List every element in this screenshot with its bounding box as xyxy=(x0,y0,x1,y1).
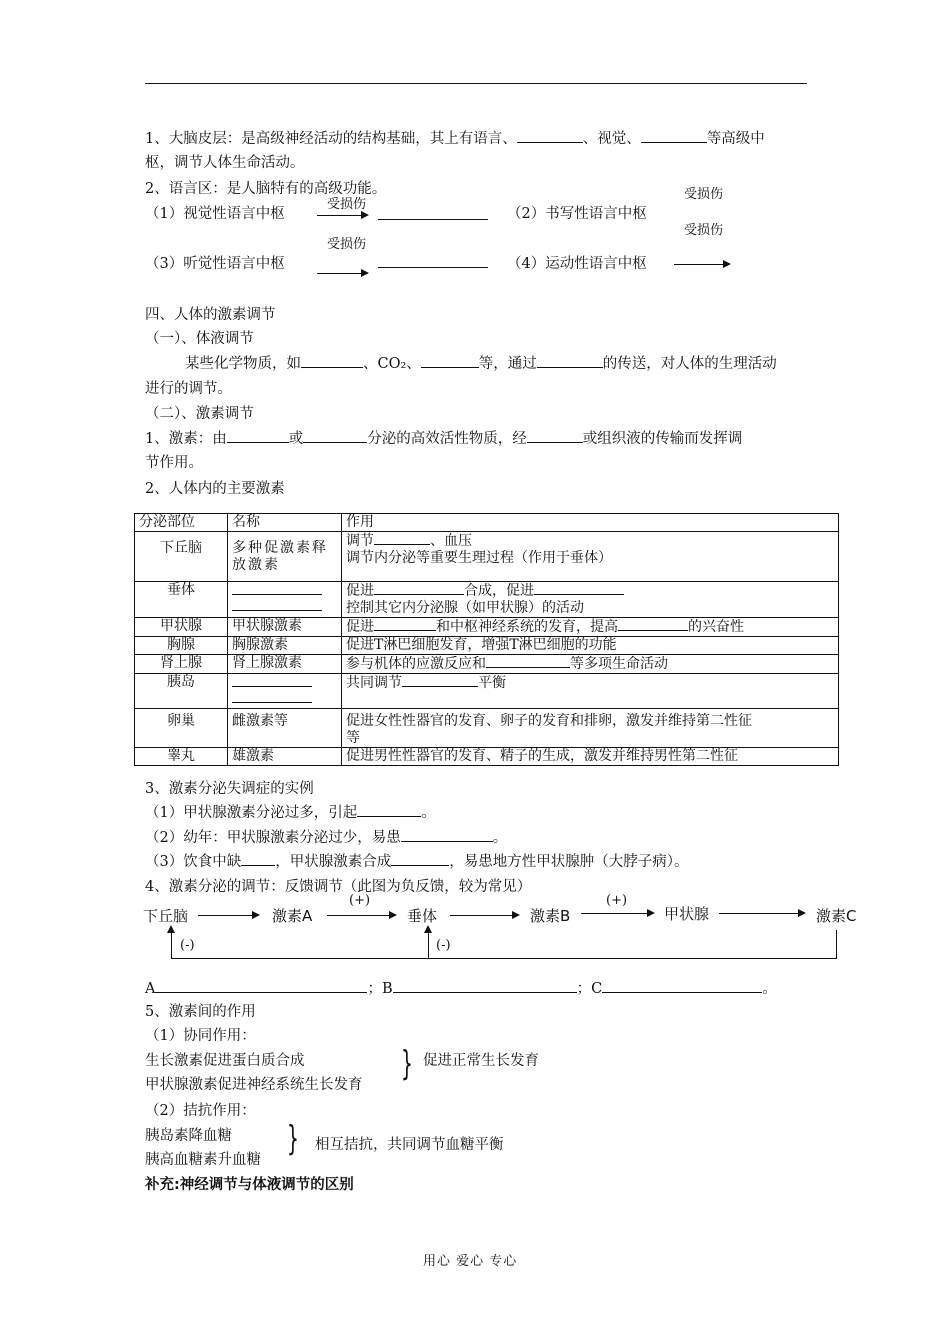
disorder-examples-title: 3、激素分泌失调症的实例 xyxy=(145,781,314,797)
blank[interactable] xyxy=(641,130,707,143)
brace-icon: } xyxy=(287,1119,299,1159)
negative-label: (-) xyxy=(436,938,451,953)
antagonism-title: （2）拮抗作用： xyxy=(145,1103,256,1119)
blank[interactable] xyxy=(232,674,312,687)
positive-label: (+) xyxy=(349,893,371,908)
feedback-answers: A ；B ；C 。 xyxy=(145,981,777,997)
humoral-paragraph: 某些化学物质，如 、CO₂、 等，通过 的传送，对人体的生理活动 xyxy=(185,356,777,372)
blank[interactable] xyxy=(232,690,312,703)
blank[interactable] xyxy=(232,598,322,611)
disorder-line-2: （2）幼年：甲状腺激素分泌过少，易患 。 xyxy=(145,830,508,846)
arrow-icon xyxy=(317,273,367,274)
motor-language-center: （4）运动性语言中枢 xyxy=(507,256,647,272)
blank[interactable] xyxy=(618,618,688,631)
blank[interactable] xyxy=(421,355,479,368)
visual-language-center: （1）视觉性语言中枢 xyxy=(145,206,285,222)
node-hypothalamus: 下丘脑 xyxy=(143,907,189,925)
feedback-line xyxy=(171,958,837,959)
cortex-line-1: 1、大脑皮层：是高级神经活动的结构基础，其上有语言、 、视觉、 等高级中 xyxy=(145,131,765,147)
brace-icon: } xyxy=(401,1044,413,1084)
blank[interactable] xyxy=(303,430,367,443)
synergy-item: 生长激素促进蛋白质合成 xyxy=(145,1053,305,1069)
table-row: 胸腺 胸腺激素 促进T淋巴细胞发育，增强T淋巴细胞的功能 xyxy=(135,637,839,655)
table-header: 名称 xyxy=(228,514,342,532)
node-thyroid: 甲状腺 xyxy=(664,905,710,923)
blank[interactable] xyxy=(241,853,275,866)
arrow-icon xyxy=(317,215,367,216)
disorder-line-3: （3）饮食中缺 ，甲状腺激素合成 ，易患地方性甲状腺肿（大脖子病）。 xyxy=(145,854,689,870)
disorder-line-1: （1）甲状腺激素分泌过多，引起 。 xyxy=(145,805,436,821)
node-hormone-a: 激素A xyxy=(272,907,313,925)
blank[interactable] xyxy=(155,980,367,993)
hormone-table xyxy=(134,513,839,766)
hormone-definition-end: 节作用。 xyxy=(145,455,203,471)
blank[interactable] xyxy=(374,618,436,631)
table-row: 胰岛 共同调节 平衡 xyxy=(135,674,839,709)
hormone-definition: 1、激素：由 或 分泌的高效活性物质，经 或组织液的传输而发挥调 xyxy=(145,431,743,447)
humoral-paragraph-end: 进行的调节。 xyxy=(145,381,232,397)
blank[interactable] xyxy=(301,355,363,368)
blank[interactable] xyxy=(517,130,583,143)
arrow-icon xyxy=(719,913,804,914)
damaged-label: 受损伤 xyxy=(684,223,724,238)
blank[interactable] xyxy=(401,829,493,842)
interaction-title: 5、激素间的作用 xyxy=(145,1004,256,1020)
antagonism-item: 胰高血糖素升血糖 xyxy=(145,1152,261,1168)
positive-label: (+) xyxy=(606,893,628,908)
antagonism-item: 胰岛素降血糖 xyxy=(145,1128,232,1144)
subsection-humoral: （一）、体液调节 xyxy=(145,331,254,347)
node-hormone-c: 激素C xyxy=(816,907,857,925)
node-pituitary: 垂体 xyxy=(407,907,438,925)
blank[interactable] xyxy=(537,355,603,368)
table-row: 甲状腺 甲状腺激素 促进 和中枢神经系统的发育，提高 的兴奋性 xyxy=(135,618,839,637)
blank[interactable] xyxy=(374,532,430,545)
blank[interactable] xyxy=(534,582,624,595)
answer-blank[interactable] xyxy=(378,219,488,220)
blank[interactable] xyxy=(602,980,762,993)
synergy-title: （1）协同作用： xyxy=(145,1028,256,1044)
subsection-hormone: （二）、激素调节 xyxy=(145,406,254,422)
damaged-label: 受损伤 xyxy=(684,187,724,202)
table-row: 肾上腺 肾上腺激素 参与机体的应激反应和 等多项生命活动 xyxy=(135,655,839,674)
writing-language-center: （2）书写性语言中枢 xyxy=(507,206,647,222)
section-title-hormone: 四、人体的激素调节 xyxy=(145,307,276,323)
feedback-title: 4、激素分泌的调节：反馈调节（此图为负反馈，较为常见） xyxy=(145,879,532,895)
damaged-label: 受损伤 xyxy=(327,197,367,212)
answer-blank[interactable] xyxy=(378,267,488,268)
blank[interactable] xyxy=(527,430,583,443)
blank[interactable] xyxy=(232,582,322,595)
table-row: 卵巢 雌激素等 促进女性性器官的发育、卵子的发育和排卵，激发并维持第二性征 等 xyxy=(135,709,839,748)
arrow-icon xyxy=(450,915,518,916)
cortex-line-2: 枢，调节人体生命活动。 xyxy=(145,155,305,171)
supplement-heading: 补充:神经调节与体液调节的区别 xyxy=(145,1177,354,1193)
feedback-line xyxy=(171,931,172,958)
blank[interactable] xyxy=(393,980,577,993)
table-row: 垂体 促进 合成，促进 控制其它内分泌腺（如甲状腺）的活动 xyxy=(135,582,839,618)
arrow-icon xyxy=(581,913,653,914)
arrow-icon xyxy=(198,915,258,916)
table-header: 作用 xyxy=(342,514,839,532)
feedback-line xyxy=(428,931,429,958)
table-row: 下丘脑 多种促激素释放激素 调节 、血压 调节内分泌等重要生理过程（作用于垂体） xyxy=(135,532,839,582)
blank[interactable] xyxy=(402,674,478,687)
language-area-title: 2、语言区：是人脑特有的高级功能。 xyxy=(145,181,387,197)
blank[interactable] xyxy=(486,655,570,668)
blank[interactable] xyxy=(357,804,421,817)
auditory-language-center: （3）听觉性语言中枢 xyxy=(145,256,285,272)
header-rule xyxy=(145,83,807,84)
synergy-result: 促进正常生长发育 xyxy=(423,1053,539,1069)
main-hormones-title: 2、人体内的主要激素 xyxy=(145,481,285,497)
table-row: 睾丸 雄激素 促进男性性器官的发育、精子的生成，激发并维持男性第二性征 xyxy=(135,748,839,766)
blank[interactable] xyxy=(391,853,449,866)
arrow-icon xyxy=(674,264,729,265)
damaged-label: 受损伤 xyxy=(327,237,367,252)
blank[interactable] xyxy=(374,582,464,595)
arrow-icon xyxy=(327,915,395,916)
node-hormone-b: 激素B xyxy=(530,907,571,925)
feedback-line xyxy=(836,930,837,958)
blank[interactable] xyxy=(227,430,289,443)
synergy-item: 甲状腺激素促进神经系统生长发育 xyxy=(145,1077,363,1093)
page-footer: 用心 爱心 专心 xyxy=(423,1254,518,1269)
table-header: 分泌部位 xyxy=(135,514,228,532)
antagonism-result: 相互拮抗，共同调节血糖平衡 xyxy=(315,1137,504,1153)
negative-label: (-) xyxy=(180,938,195,953)
